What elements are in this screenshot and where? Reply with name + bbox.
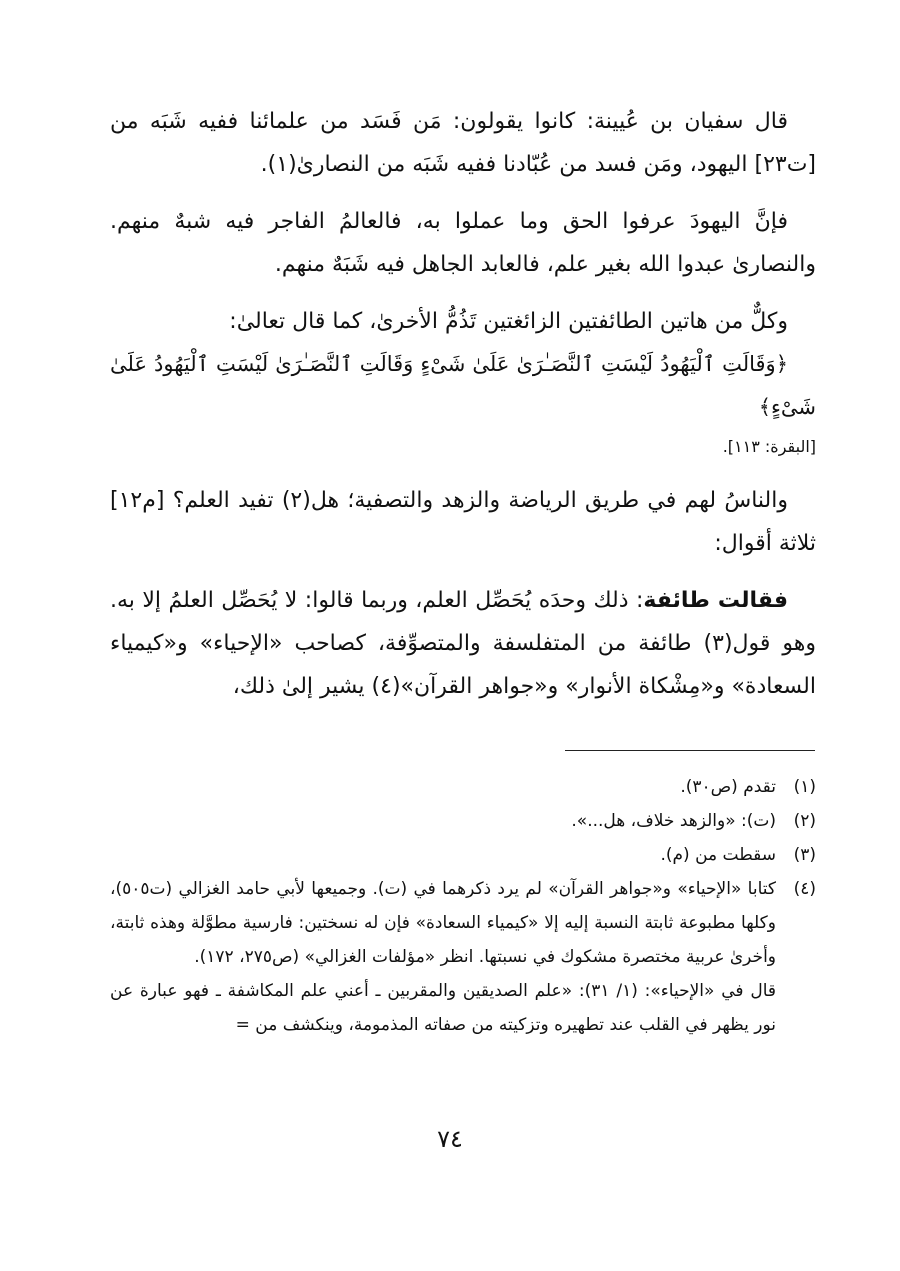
- footnote-number: (١): [793, 777, 816, 797]
- footnote-text: (ت): «والزهد خلاف، هل...».: [571, 811, 776, 831]
- paragraph-text: قال سفيان بن عُيينة: كانوا يقولون: مَن فَسَد من علمائنا ففيه شَبَه من [ت٢٣] اليهود، ومَن فسد من عُبّادنا ففيه شَبَه من النصارىٰ(١).: [110, 109, 816, 177]
- page-number: ٧٤: [437, 1125, 463, 1153]
- footnote-separator: [565, 750, 815, 751]
- paragraph-text: فإنَّ اليهودَ عرفوا الحق وما عملوا به، فالعالمُ الفاجر فيه شبهٌ منهم. والنصارىٰ عبدوا الله بغير علم، فالعابد الجاهل فيه شَبَهٌ منهم.: [110, 209, 816, 277]
- footnotes: [110, 770, 816, 1042]
- paragraph-bold-lead: فقالت طائفة: [643, 588, 788, 613]
- paragraph-text: والناسُ لهم في طريق الرياضة والزهد والتصفية؛ هل(٢) تفيد العلم؟ [م١٢] ثلاثة أقوال:: [110, 488, 816, 556]
- footnote-number: (٣): [793, 845, 816, 865]
- footnote-item: [110, 838, 816, 872]
- footnote-item: [110, 872, 816, 974]
- footnote-number: (٤): [793, 879, 816, 899]
- paragraph-jews-christians: [110, 200, 816, 286]
- footnote-item: [110, 804, 816, 838]
- paragraph-lead-text: وكلٌّ من هاتين الطائفتين الزائغتين تَذُمُّ الأخرىٰ، كما قال تعالىٰ:: [229, 309, 788, 334]
- paragraph-three-opinions: [110, 479, 816, 565]
- paragraph-sufyan-quote: [110, 100, 816, 186]
- paragraph-quran-citation: [110, 300, 816, 465]
- paragraph-first-opinion: [110, 579, 816, 708]
- paragraph-text: : ذلك وحدَه يُحَصِّل العلم، وربما قالوا: لا يُحَصِّل العلمُ إلا به. وهو قول(٣) طائفة من المتفلسفة والمتصوِّفة، كصاحب «الإحياء» و«كيمياء السعادة» و«مِشْكاة الأنوار» و«جواهر القرآن»(٤) يشير إلىٰ ذلك،: [110, 588, 816, 699]
- footnote-text: سقطت من (م).: [660, 845, 776, 865]
- quran-verse: ﴿وَقَالَتِ ٱلْيَهُودُ لَيْسَتِ ٱلنَّصَـٰرَىٰ عَلَىٰ شَىْءٍ وَقَالَتِ ٱلنَّصَـٰرَىٰ لَيْسَتِ ٱلْيَهُودُ عَلَىٰ شَىْءٍ﴾: [110, 352, 816, 419]
- main-text: [110, 100, 816, 722]
- footnote-number: (٢): [793, 811, 816, 831]
- footnote-text: تقدم (ص٣٠).: [680, 777, 776, 797]
- footnote-item: [110, 770, 816, 804]
- footnote-text: كتابا «الإحياء» و«جواهر القرآن» لم يرد ذكرهما في (ت). وجميعها لأبي حامد الغزالي (ت٥٠٥)، وكلها مطبوعة ثابتة النسبة إليه إلا «كيمياء السعادة» فإن له نسختين: فارسية مطوَّلة وهذه ثابتة، وأخرىٰ عربية مختصرة مشكوك في نسبتها. انظر «مؤلفات الغزالي» (ص٢٧٥، ١٧٢).: [110, 879, 776, 967]
- footnote-continuation: قال في «الإحياء»: (١/ ٣١): «علم الصديقين والمقربين ـ أعني علم المكاشفة ـ فهو عبارة عن نور يظهر في القلب عند تطهيره وتزكيته من صفاته المذمومة، وينكشف من =: [110, 981, 776, 1035]
- quran-reference: [البقرة: ١١٣].: [722, 437, 816, 456]
